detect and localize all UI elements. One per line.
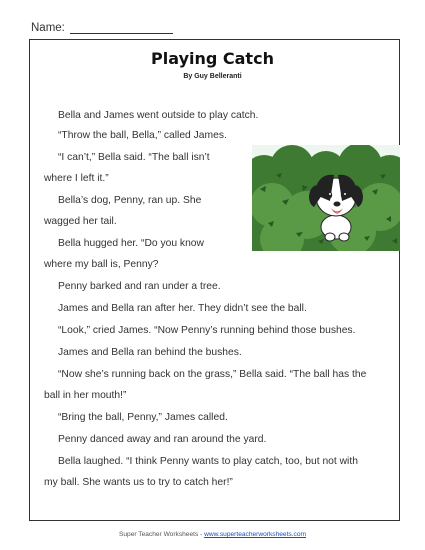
story-line: Bella’s dog, Penny, ran up. She — [58, 195, 202, 206]
story-line: where I left it.” — [44, 173, 109, 184]
story-line: James and Bella ran after her. They didn’t see the ball. — [58, 303, 307, 314]
story-line: Bella and James went outside to play catch. — [58, 110, 259, 121]
author-byline: By Guy Belleranti — [183, 73, 242, 80]
story-line: Bella hugged her. “Do you know — [58, 238, 204, 249]
story-line: Penny danced away and ran around the yard. — [58, 434, 267, 445]
story-line: “Now she’s running back on the grass,” Bella said. “The ball has the — [58, 369, 367, 380]
name-line — [31, 22, 173, 34]
story-line: my ball. She wants us to try to catch her!” — [44, 477, 233, 488]
name-label: Name: — [31, 22, 65, 34]
story-line: ball in her mouth!” — [44, 390, 127, 401]
story-line: “Look,” cried James. “Now Penny’s running behind those bushes. — [58, 325, 356, 336]
story-line: “Throw the ball, Bella,” called James. — [58, 130, 227, 141]
worksheet-title: Playing Catch — [151, 49, 274, 68]
story-line: where my ball is, Penny? — [44, 259, 159, 270]
story-line: “Bring the ball, Penny,” James called. — [58, 412, 228, 423]
story-line: James and Bella ran behind the bushes. — [58, 347, 242, 358]
story-line: Bella laughed. “I think Penny wants to play catch, too, but not with — [58, 456, 358, 467]
story-line: wagged her tail. — [44, 216, 117, 227]
footer — [0, 531, 425, 538]
dog-in-bushes-illustration — [252, 145, 400, 251]
footer-credit: Super Teacher Worksheets - — [118, 531, 205, 538]
name-blank[interactable] — [70, 22, 173, 34]
footer-link[interactable]: www.superteacherworksheets.com — [204, 531, 307, 538]
story-line: Penny barked and ran under a tree. — [58, 281, 221, 292]
story-line: “I can’t,” Bella said. “The ball isn’t — [58, 152, 210, 163]
